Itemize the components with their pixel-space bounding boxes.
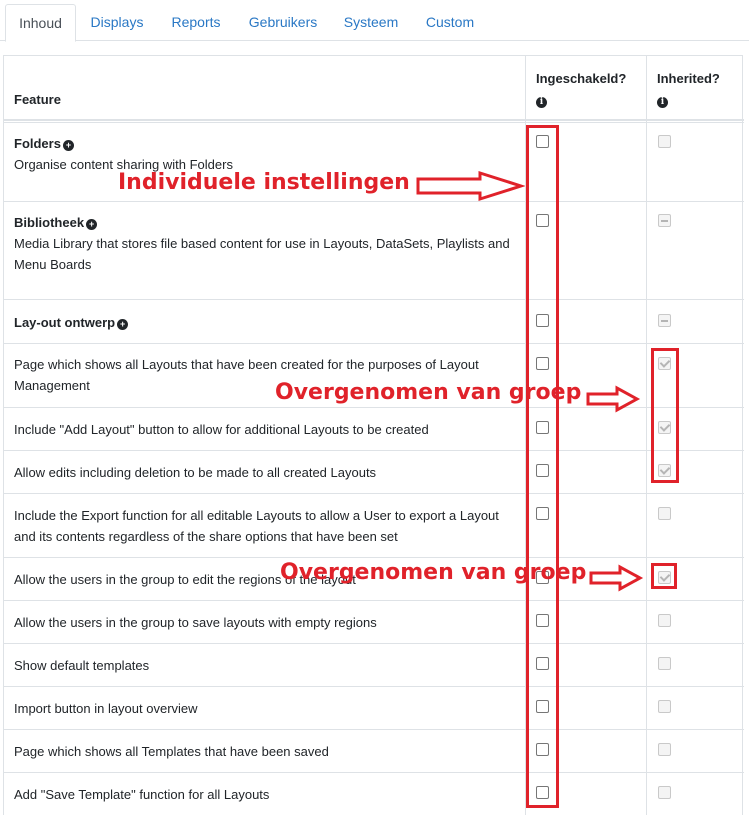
table-row [4,686,744,729]
expand-icon[interactable]: + [63,140,74,151]
permissions-table [3,55,743,815]
feature-name: Lay-out ontwerp [14,315,116,330]
table-row [4,493,744,557]
feature-desc: Show default templates [14,658,150,673]
table-header [4,56,744,121]
inherited-checkbox [658,786,671,799]
tab-bar [0,0,749,41]
tab-gebruikers[interactable]: Gebruikers [248,14,318,30]
tab-inhoud[interactable]: Inhoud [5,4,76,42]
inherited-checkbox [658,614,671,627]
table-row [4,407,744,450]
feature-name: Bibliotheek [14,215,85,230]
inherited-checkbox [658,743,671,756]
inherited-checkbox [658,135,671,148]
tab-custom[interactable]: Custom [425,14,475,30]
feature-name: Folders [14,136,61,151]
table-row [4,643,744,686]
table-row [4,299,744,343]
feature-desc: Allow the users in the group to save layouts with empty regions [14,615,377,630]
table-row [4,450,744,493]
header-enabled: Ingeschakeld? i [536,71,627,107]
header-feature: Feature [14,92,61,107]
feature-desc: Organise content sharing with Folders [14,157,233,172]
annotation-inherited-2: Overgenomen van groep [280,560,587,585]
header-inherited: Inherited? i [657,71,720,107]
highlight-inherited-single [651,563,677,589]
tab-systeem[interactable]: Systeem [343,14,399,30]
info-icon[interactable]: i [536,97,547,108]
expand-icon[interactable]: + [86,219,97,230]
info-icon[interactable]: i [657,97,668,108]
annotation-individual-settings: Individuele instellingen [118,170,410,195]
tab-reports[interactable]: Reports [171,14,221,30]
inherited-checkbox [658,507,671,520]
annotation-inherited-1: Overgenomen van groep [275,380,582,405]
arrow-right-icon [415,170,525,202]
highlight-inherited-group [651,348,679,483]
table-row [4,600,744,643]
feature-desc: Page which shows all Templates that have been saved [14,744,329,759]
feature-desc: Page which shows all Layouts that have been created for the purposes of Layout Management [14,357,479,393]
table-row [4,201,744,299]
inherited-checkbox [658,214,671,227]
tab-displays[interactable]: Displays [90,14,144,30]
inherited-checkbox [658,657,671,670]
feature-desc: Allow edits including deletion to be made to all created Layouts [14,465,377,480]
feature-desc: Add "Save Template" function for all Layouts [14,787,270,802]
feature-desc: Include "Add Layout" button to allow for additional Layouts to be created [14,422,429,437]
table-row [4,729,744,772]
arrow-right-icon [585,385,641,413]
inherited-checkbox [658,314,671,327]
arrow-right-icon [588,564,644,592]
highlight-enabled-column [526,125,559,808]
feature-desc: Media Library that stores file based content for use in Layouts, DataSets, Playlists and Menu Boards [14,236,510,272]
feature-desc: Allow the users in the group to edit the regions of the layout [14,572,356,587]
feature-desc: Include the Export function for all editable Layouts to allow a User to export a Layout and its contents regardless of the share options that have been set [14,508,499,544]
feature-desc: Import button in layout overview [14,701,198,716]
expand-icon[interactable]: + [117,319,128,330]
table-row [4,772,744,816]
inherited-checkbox [658,700,671,713]
